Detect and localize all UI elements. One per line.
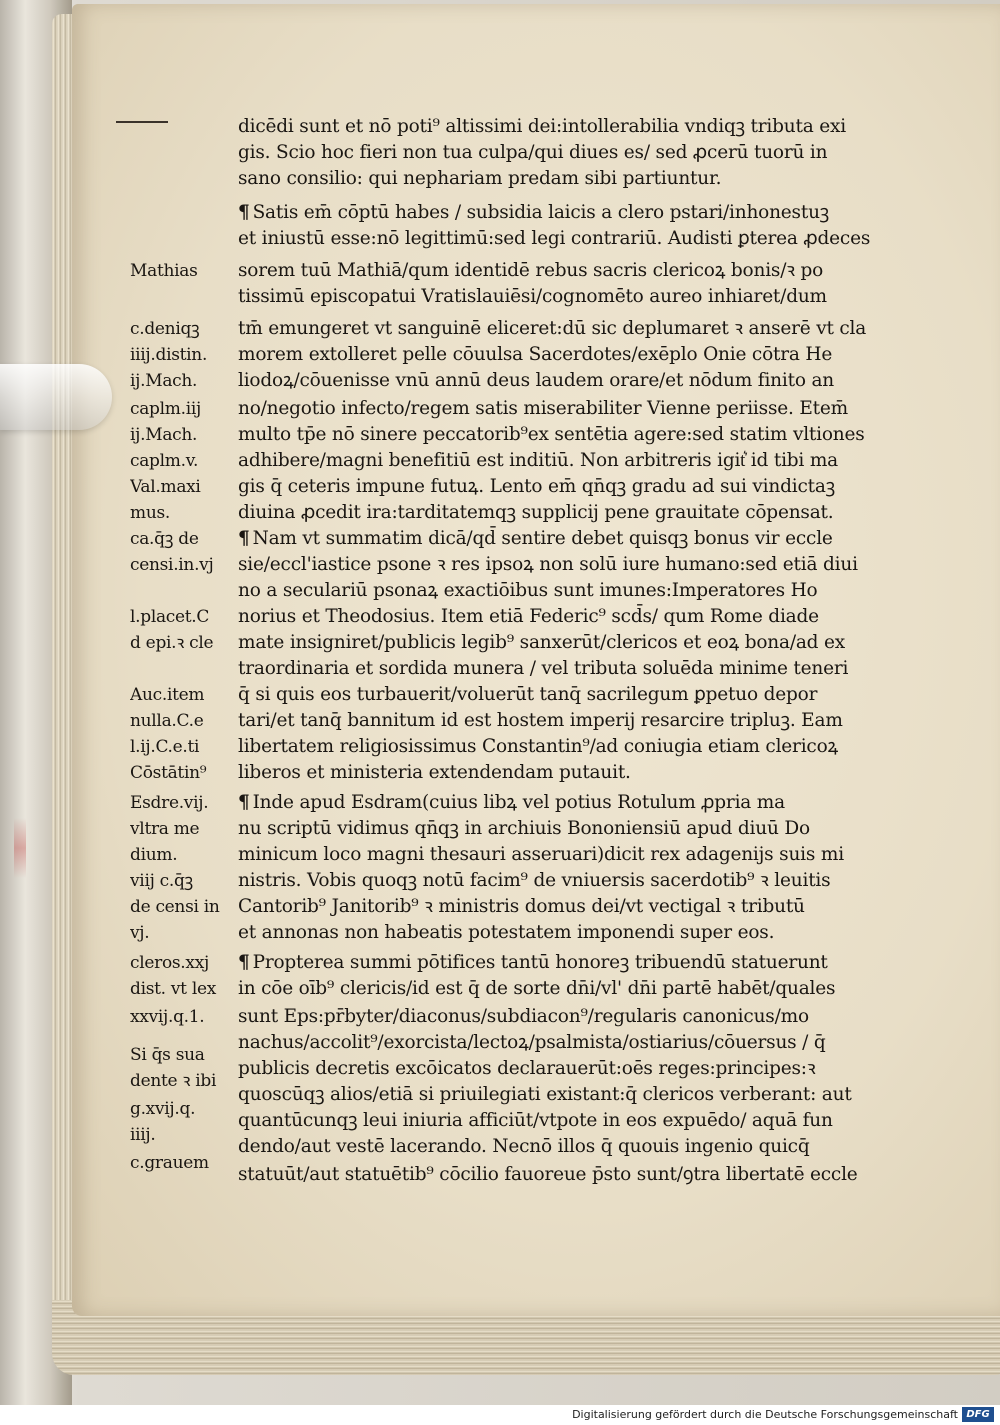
text-line <box>238 316 906 342</box>
text-line <box>238 284 906 310</box>
text-line-content: adhibere/magni benefitiū est inditiū. Non arbitreris igit͛ id tibi ma <box>238 450 838 471</box>
text-line-content: norius et Theodosius. Item etiā Federic⁹ scd̄s/ qum Rome diade <box>238 606 819 627</box>
margin-note: mus. <box>130 503 170 523</box>
text-line-content: sie/eccl'iastice psone ꝛ res ipsoꝝ non solū iure humano:sed etiā diui <box>238 554 858 575</box>
margin-note: iiij. <box>130 1125 156 1145</box>
margin-note: ij.Mach. <box>130 425 198 445</box>
text-line-content: sunt Eps:pr̄byter/diaconus/subdiacon⁹/regularis canonicus/mo <box>238 1006 809 1027</box>
text-line-content: in cōe oīb⁹ clericis/id est q̄ de sorte dn̄i/vl' dn̄i partē habēt/quales <box>238 978 836 999</box>
text-line-content: traordinaria et sordida munera / vel tributa soluēda minime teneri <box>238 658 849 679</box>
text-line-content: statuūt/aut statuētib⁹ cōcilio fauoreue p̄sto sunt/ꝯtra libertatē eccle <box>238 1164 858 1185</box>
text-line-content: dendo/aut vestē lacerando. Necnō illos q̄ quouis ingenio quicq̄ <box>238 1136 810 1157</box>
text-line <box>238 656 906 682</box>
text-line-content: et iniustū esse:nō legittimū:sed legi contrariū. Audisti ꝑterea ꝓdeces <box>238 228 871 249</box>
footer-credit: Digitalisierung gefördert durch die Deutsche Forschungsgemeinschaft <box>572 1408 958 1421</box>
text-line <box>238 166 906 192</box>
footer-bar <box>0 1405 1000 1425</box>
text-line <box>238 734 906 760</box>
text-line <box>238 474 906 500</box>
text-line-content: q̄ si quis eos turbauerit/voluerūt tanq̄ sacrilegum ꝑpetuo depor <box>238 684 818 705</box>
text-line-content: sorem tuū Mathiā/qum identidē rebus sacris clericoꝝ bonis/ꝛ po <box>238 260 824 281</box>
margin-note: Val.maxi <box>130 477 201 497</box>
text-line <box>238 552 906 578</box>
text-line <box>238 1004 906 1030</box>
catchword-rule <box>116 121 168 123</box>
margin-note: de censi in <box>130 897 220 917</box>
text-line <box>238 920 906 946</box>
margin-note: vj. <box>130 923 150 943</box>
text-line <box>238 1082 906 1108</box>
pilcrow-mark: ¶ <box>238 792 250 813</box>
text-line <box>238 868 906 894</box>
text-line <box>238 1056 906 1082</box>
margin-note: xxvij.q.1. <box>130 1007 205 1027</box>
text-line <box>238 1030 906 1056</box>
text-line <box>238 526 906 552</box>
pilcrow-mark: ¶ <box>238 528 250 549</box>
text-line-content: libertatem religiosissimus Constantin⁹/ad coniugia etiam clericoꝝ <box>238 736 839 757</box>
margin-note: c.grauem <box>130 1153 209 1173</box>
margin-note: l.ij.C.e.ti <box>130 737 200 757</box>
text-line <box>238 1162 906 1188</box>
margin-note: Auc.item <box>130 685 205 705</box>
text-line <box>238 422 906 448</box>
text-line <box>238 396 906 422</box>
margin-note: nulla.C.e <box>130 711 204 731</box>
margin-note: Cōstātin⁹ <box>130 763 207 783</box>
text-line <box>238 790 906 816</box>
margin-note: g.xvij.q. <box>130 1099 196 1119</box>
text-line-content: liodoꝝ/cōuenisse vnū annū deus laudem orare/et nōdum finito an <box>238 370 834 391</box>
text-line-content: gis q̄ ceteris impune futuꝝ. Lento em̄ qn̄qꝫ gradu ad sui vindictaꝫ <box>238 476 835 497</box>
text-line <box>238 258 906 284</box>
text-line <box>238 200 906 226</box>
text-line-content: nistris. Vobis quoqꝫ notū facim⁹ de vniuersis sacerdotib⁹ ꝛ leuitis <box>238 870 831 891</box>
text-line-content: sano consilio: qui nephariam predam sibi partiuntur. <box>238 168 722 189</box>
text-line-content: tissimū episcopatui Vratislauiēsi/cognomēto aureo inhiaret/dum <box>238 286 827 307</box>
text-line-content: mate insigniret/publicis legib⁹ sanxerūt/clericos et eoꝝ bona/ad ex <box>238 632 845 653</box>
text-line-content: nachus/accolit⁹/exorcista/lectoꝝ/psalmista/ostiarius/cōuersus / q̄ <box>238 1032 826 1053</box>
text-line-content: multo tp̄e nō sinere peccatorib⁹ex sentētia agere:sed statim vltiones <box>238 424 865 445</box>
margin-note: iiij.distin. <box>130 345 208 365</box>
margin-note: ij.Mach. <box>130 371 198 391</box>
margin-note: dente ꝛ ibi <box>130 1071 217 1091</box>
text-line <box>238 708 906 734</box>
margin-note: Esdre.vij. <box>130 793 209 813</box>
text-line <box>238 894 906 920</box>
text-line-content: Cantorib⁹ Janitorib⁹ ꝛ ministris domus dei/vt vectigal ꝛ tributū <box>238 896 805 917</box>
margin-note: ca.q̄ꝫ de <box>130 529 199 549</box>
margin-note: Si q̄s sua <box>130 1045 205 1065</box>
text-line-content: quoscūqꝫ alios/etiā si priuilegiati existant:q̄ clericos verberant: aut <box>238 1084 852 1105</box>
text-line <box>238 1108 906 1134</box>
text-line <box>238 842 906 868</box>
text-line-content: quantūcunqꝫ leui iniuria afficiūt/vtpote in eos expuēdo/ aquā fun <box>238 1110 833 1131</box>
text-line-content: Inde apud Esdram(cuius libꝝ vel potius Rotulum ꝓpria ma <box>252 792 785 813</box>
text-line <box>238 682 906 708</box>
margin-note: d epi.ꝛ cle <box>130 633 214 653</box>
margin-note: dium. <box>130 845 178 865</box>
margin-note: c.deniqꝫ <box>130 319 200 339</box>
text-line-content: gis. Scio hoc fieri non tua culpa/qui diues es/ sed ꝓcerū tuorū in <box>238 142 828 163</box>
text-line <box>238 500 906 526</box>
pilcrow-mark: ¶ <box>238 952 250 973</box>
text-line-content: liberos et ministeria extendendam putauit. <box>238 762 631 783</box>
text-line-content: dicēdi sunt et nō poti⁹ altissimi dei:intollerabilia vndiqꝫ tributa exi <box>238 116 846 137</box>
margin-note: Mathias <box>130 261 198 281</box>
margin-note: l.placet.C <box>130 607 210 627</box>
text-line <box>238 1134 906 1160</box>
text-line <box>238 976 906 1002</box>
text-line <box>238 578 906 604</box>
margin-note: caplm.v. <box>130 451 199 471</box>
text-line-content: tm̄ emungeret vt sanguinē eliceret:dū sic deplumaret ꝛ anserē vt cla <box>238 318 867 339</box>
text-line-content: no/negotio infecto/regem satis miserabiliter Vienne periisse. Etem̄ <box>238 398 848 419</box>
red-stain <box>14 818 26 878</box>
text-line <box>238 950 906 976</box>
text-line <box>238 448 906 474</box>
text-line-content: tari/et tanq̄ bannitum id est hostem imperij resarcire tripluꝫ. Eam <box>238 710 843 731</box>
text-line <box>238 630 906 656</box>
margin-note: caplm.iij <box>130 399 201 419</box>
text-line-content: no a seculariū psonaꝝ exactiōibus sunt imunes:Imperatores Ho <box>238 580 818 601</box>
text-line <box>238 114 906 140</box>
text-line-content: diuina ꝓcedit ira:tarditatemqꝫ supplicij pene grauitate cōpensat. <box>238 502 834 523</box>
text-line-content: Propterea summi pōtifices tantū honoreꝫ tribuendū statuerunt <box>252 952 828 973</box>
text-line <box>238 760 906 786</box>
text-line-content: Satis em̄ cōptū habes / subsidia laicis a clero pstari/inhonestuꝫ <box>252 202 830 223</box>
text-line <box>238 342 906 368</box>
text-line <box>238 368 906 394</box>
pilcrow-mark: ¶ <box>238 202 250 223</box>
glass-page-holder <box>0 364 112 430</box>
margin-note: censi.in.vj <box>130 555 214 575</box>
text-line <box>238 140 906 166</box>
margin-note: dist. vt lex <box>130 979 217 999</box>
text-line <box>238 604 906 630</box>
text-line <box>238 226 906 252</box>
text-line-content: Nam vt summatim dicā/qd̄ sentire debet quisqꝫ bonus vir eccle <box>252 528 833 549</box>
dfg-logo: DFG <box>962 1407 994 1422</box>
text-line-content: nu scriptū vidimus qn̄qꝫ in archiuis Bononiensiū apud diuū Do <box>238 818 810 839</box>
margin-note: viij c.q̄ꝫ <box>130 871 193 891</box>
text-line-content: et annonas non habeatis potestatem imponendi super eos. <box>238 922 775 943</box>
text-line-content: minicum loco magni thesauri asseruari)dicit rex adagenijs suis mi <box>238 844 844 865</box>
margin-note: vltra me <box>130 819 200 839</box>
text-line-content: publicis decretis excōicatos declarauerūt:oēs reges:principes:ꝛ <box>238 1058 816 1079</box>
text-line <box>238 816 906 842</box>
margin-note: cleros.xxj <box>130 953 209 973</box>
text-line-content: morem extolleret pelle cōuulsa Sacerdotes/exēplo Onie cōtra He <box>238 344 833 365</box>
